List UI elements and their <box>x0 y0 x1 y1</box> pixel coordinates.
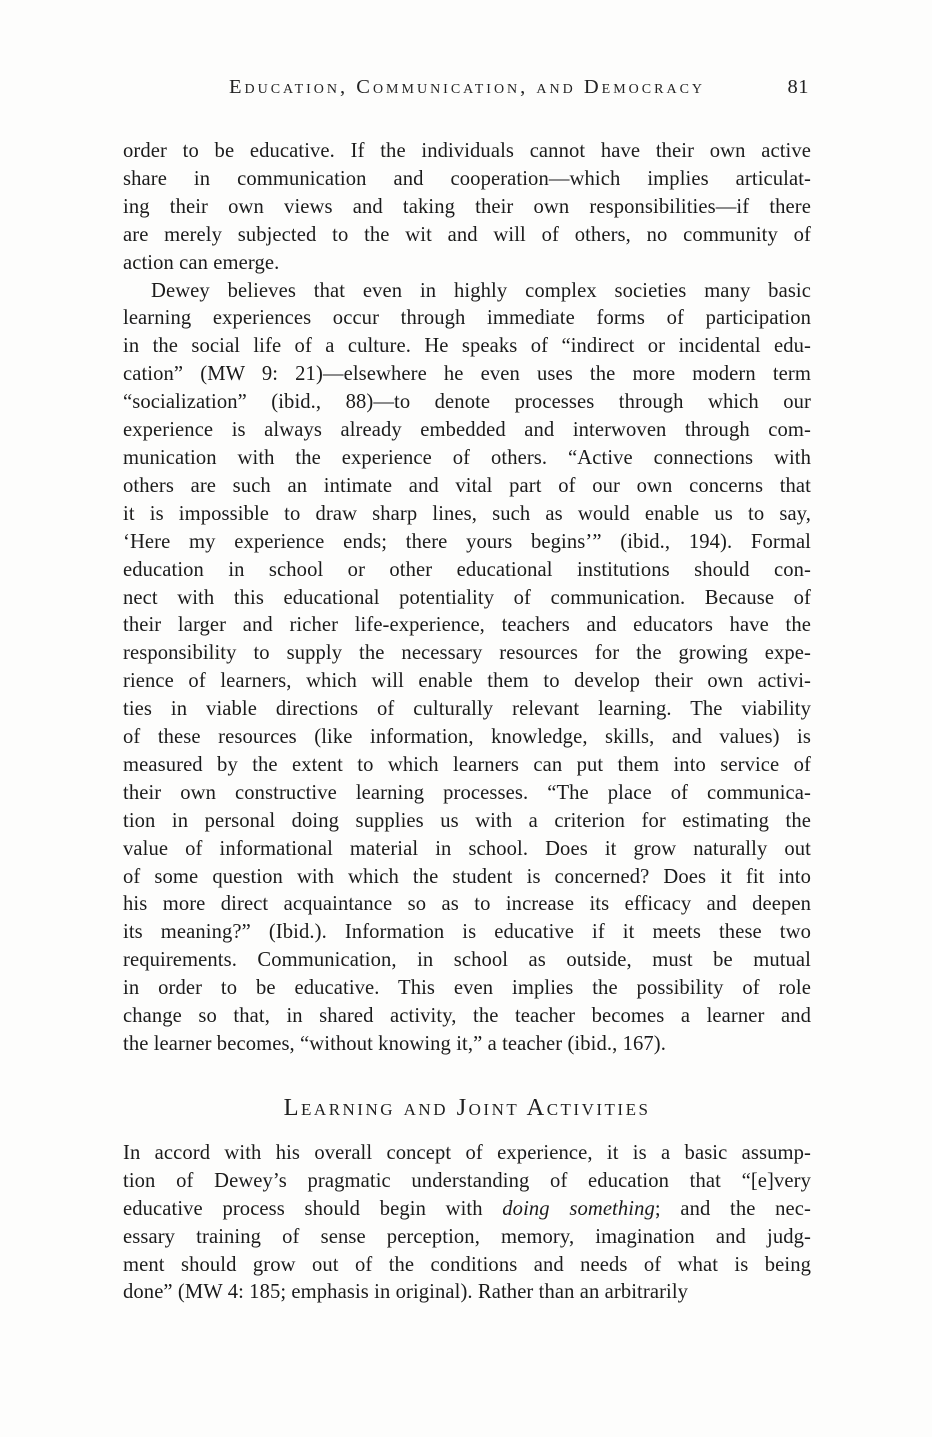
text-line: Dewey believes that even in highly complex societies many basic <box>151 279 811 302</box>
page-body <box>123 138 811 1307</box>
page-number: 81 <box>787 76 809 98</box>
text-line: ‘Here my experience ends; there yours begins’” (ibid., 194). Formal <box>123 530 811 553</box>
text-line: it is impossible to draw sharp lines, such as would enable us to say, <box>123 502 811 525</box>
text-line: their own constructive learning processes. “The place of communica- <box>123 781 811 804</box>
text-line: its meaning?” (Ibid.). Information is educative if it meets these two <box>123 921 811 944</box>
running-head <box>123 76 811 99</box>
text-line: measured by the extent to which learners can put them into service of <box>123 753 811 776</box>
text-line: their larger and richer life-experience, teachers and educators have the <box>123 614 811 637</box>
text-line: In accord with his overall concept of experience, it is a basic assump- <box>123 1141 811 1164</box>
text-line: “socialization” (ibid., 88)—to denote processes through which our <box>123 391 811 414</box>
text-line: tion of Dewey’s pragmatic understanding of education that “[e]very <box>123 1169 811 1192</box>
running-head-title: Education, Communication, and Democracy <box>228 76 706 98</box>
text-line: in order to be educative. This even implies the possibility of role <box>123 977 811 1000</box>
italic-text: doing something <box>502 1197 655 1220</box>
text-line: value of informational material in school. Does it grow naturally out <box>123 837 811 860</box>
text-line: change so that, in shared activity, the teacher becomes a learner and <box>123 1005 811 1028</box>
text-line: others are such an intimate and vital part of our own concerns that <box>123 474 811 497</box>
text-line: order to be educative. If the individuals cannot have their own active <box>123 140 811 162</box>
text-line: of these resources (like information, knowledge, skills, and values) is <box>123 726 811 749</box>
text-line: munication with the experience of others. “Active connections with <box>123 446 811 469</box>
text-line: responsibility to supply the necessary resources for the growing expe- <box>123 642 811 665</box>
text-line: his more direct acquaintance so as to increase its efficacy and deepen <box>123 893 811 916</box>
paragraph <box>123 278 811 1059</box>
text-line: rience of learners, which will enable them to develop their own activi- <box>123 670 811 693</box>
text-line: done” (MW 4: 185; emphasis in original). Rather than an arbitrarily <box>123 1281 689 1304</box>
text-line: educative process should begin with doing something; and the nec- <box>123 1197 811 1220</box>
paragraph <box>123 1140 811 1307</box>
text-line: learning experiences occur through immediate forms of participation <box>123 307 811 330</box>
text-line: ment should grow out of the conditions and needs of what is being <box>123 1253 811 1276</box>
text-line: nect with this educational potentiality of communication. Because of <box>123 586 811 609</box>
text-line: in the social life of a culture. He speaks of “indirect or incidental edu- <box>123 335 811 358</box>
text-line: of some question with which the student is concerned? Does it fit into <box>123 865 811 888</box>
text-line: experience is always already embedded and interwoven through com- <box>123 419 811 442</box>
text-line: essary training of sense perception, memory, imagination and judg- <box>123 1225 811 1248</box>
text-line: cation” (MW 9: 21)—elsewhere he even uses the more modern term <box>123 363 811 386</box>
text-line: share in communication and cooperation—which implies articulat- <box>123 167 811 190</box>
paragraph <box>123 138 811 278</box>
text-line: are merely subjected to the wit and will of others, no community of <box>123 223 811 246</box>
text-line: action can emerge. <box>123 251 280 274</box>
text-line: ing their own views and taking their own responsibilities—if there <box>123 195 811 218</box>
text-line: tion in personal doing supplies us with a criterion for estimating the <box>123 809 811 832</box>
text-line: the learner becomes, “without knowing it,” a teacher (ibid., 167). <box>123 1033 666 1055</box>
section-heading: Learning and Joint Activities <box>283 1093 651 1121</box>
text-line: ties in viable directions of culturally relevant learning. The viability <box>123 698 811 721</box>
text-line: requirements. Communication, in school as outside, must be mutual <box>123 949 811 972</box>
text-line: education in school or other educational institutions should con- <box>123 558 811 581</box>
